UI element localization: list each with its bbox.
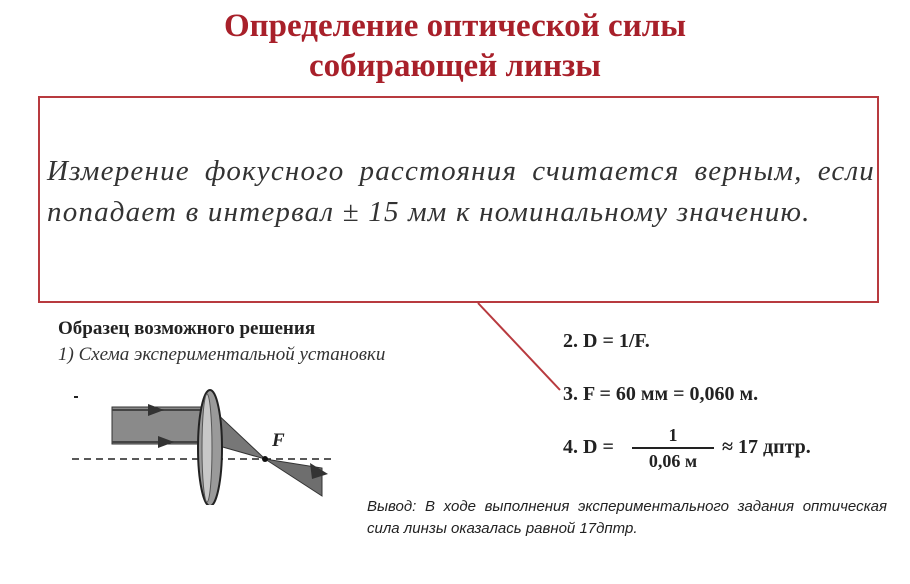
sample-heading: Образец возможного решения (58, 318, 316, 339)
focus-label: F (272, 430, 285, 451)
fraction-bar (632, 447, 714, 449)
step-4-fraction (632, 424, 714, 472)
fraction-numerator: 1 (668, 425, 678, 445)
step-3-formula: 3. F = 60 мм = 0,060 м. (563, 383, 759, 405)
fraction-denominator: 0,06 м (648, 451, 698, 471)
step-4-lhs: 4. D = (563, 436, 614, 458)
focus-point (262, 456, 268, 462)
step-2-formula: 2. D = 1/F. (563, 330, 650, 352)
step-4-result: ≈ 17 дптр. (722, 436, 811, 458)
callout-text: Измерение фокусного расстояния считается верным, если попадает в интервал ± 15 мм к номинальному значению. (47, 155, 875, 228)
ray-arrow-exit (310, 463, 328, 479)
scheme-caption: 1) Схема экспериментальной установки (58, 344, 386, 365)
title-line-1: Определение оптической силы (224, 8, 686, 44)
title-line-2: собирающей линзы (308, 48, 602, 84)
conclusion-text: Вывод: В ходе выполнения экспериментального задания оптическая сила линзы оказалась равной 17дптр. (367, 498, 887, 537)
lens-diagram (60, 380, 350, 505)
